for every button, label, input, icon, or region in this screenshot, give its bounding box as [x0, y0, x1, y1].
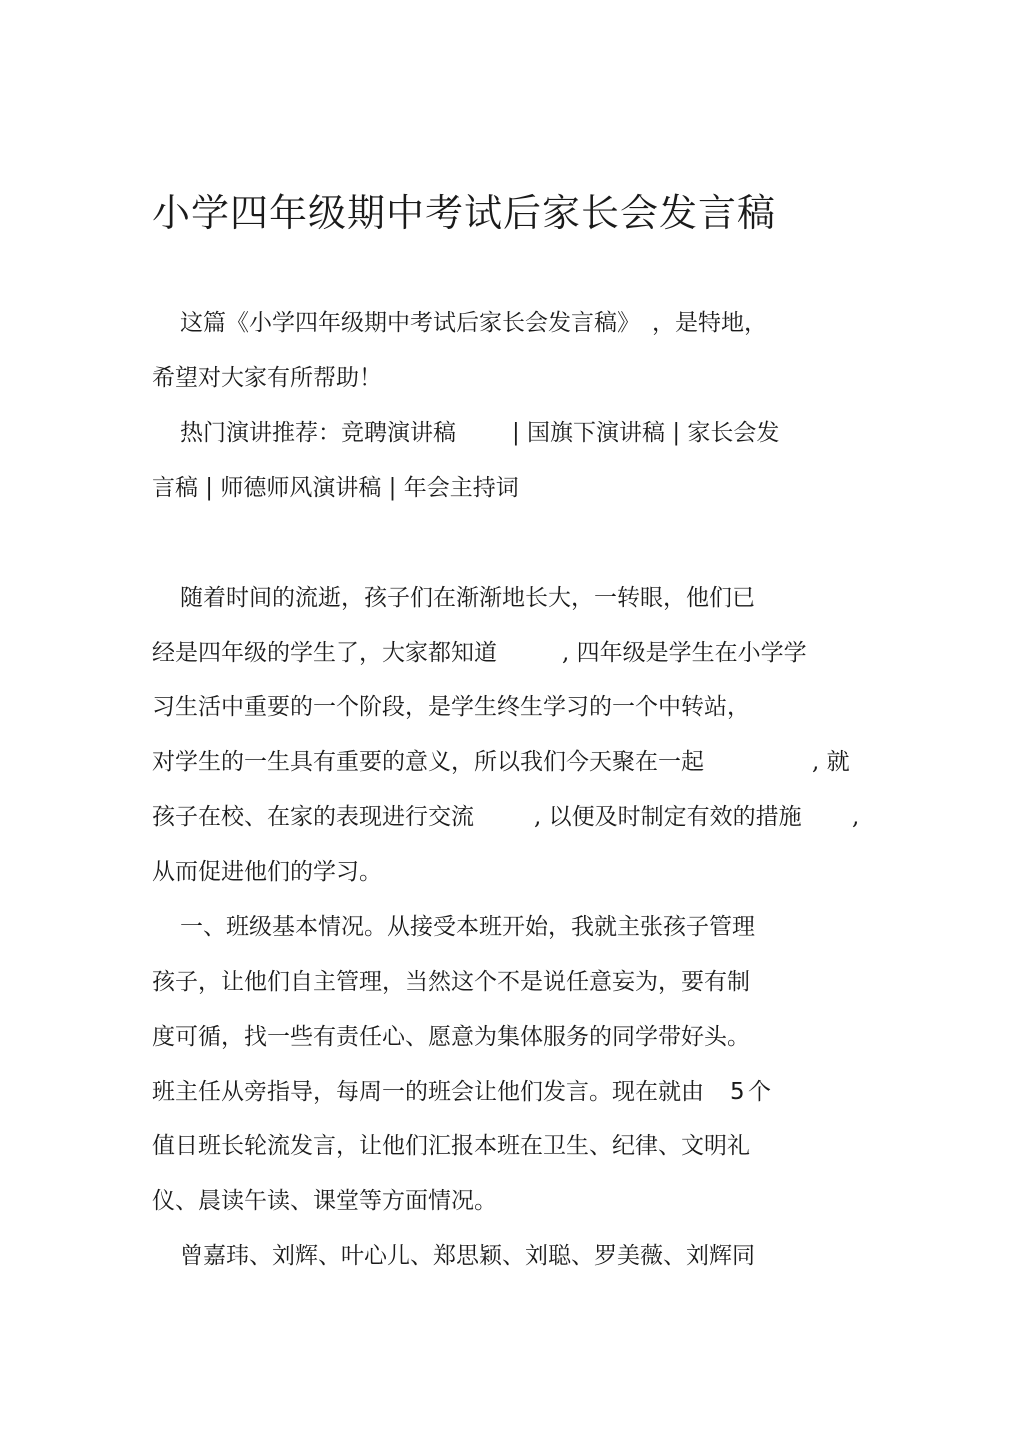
- paragraph-text: , 四年级是学生在小学学: [562, 640, 807, 666]
- intro-text: 这篇《小学四年级期中考试后家长会发言稿》: [180, 310, 640, 336]
- intro-text: ，是特地，: [652, 310, 767, 336]
- paragraph-text: 班主任从旁指导，每周一的班会让他们发言。现在就由: [152, 1079, 704, 1105]
- hot-links: | 国旗下演讲稿 | 家长会发: [512, 420, 780, 446]
- hot-line-2: 言稿 | 师德师风演讲稿 | 年会主持词: [152, 475, 519, 501]
- paragraph-text: 经是四年级的学生了，大家都知道: [152, 640, 497, 666]
- intro-line-2: 希望对大家有所帮助！: [152, 365, 382, 391]
- paragraph-text: , 就: [812, 749, 850, 775]
- paragraph-line: 习生活中重要的一个阶段，是学生终生学习的一个中转站，: [152, 694, 750, 720]
- document-title: 小学四年级期中考试后家长会发言稿: [152, 191, 777, 235]
- paragraph-text: , 以便及时制定有效的措施: [534, 804, 802, 830]
- paragraph-line: 孩子，让他们自主管理，当然这个不是说任意妄为，要有制: [152, 969, 750, 995]
- paragraph-line: 度可循，找一些有责任心、愿意为集体服务的同学带好头。: [152, 1024, 750, 1050]
- paragraph-line: 随着时间的流逝，孩子们在渐渐地长大，一转眼，他们已: [180, 585, 755, 611]
- paragraph-line: 仪、晨读午读、课堂等方面情况。: [152, 1188, 497, 1214]
- paragraph-text: ,: [852, 804, 860, 830]
- paragraph-line: 从而促进他们的学习。: [152, 859, 382, 885]
- hot-label: 热门演讲推荐：竞聘演讲稿: [180, 420, 456, 446]
- paragraph-line: 值日班长轮流发言，让他们汇报本班在卫生、纪律、文明礼: [152, 1133, 750, 1159]
- paragraph-text: 孩子在校、在家的表现进行交流: [152, 804, 474, 830]
- paragraph-number: 5: [730, 1079, 745, 1105]
- paragraph-text: 对学生的一生具有重要的意义，所以我们今天聚在一起: [152, 749, 704, 775]
- paragraph-line: 曾嘉玮、刘辉、叶心儿、郑思颖、刘聪、罗美薇、刘辉同: [180, 1243, 755, 1269]
- paragraph-text: 个: [748, 1079, 771, 1105]
- paragraph-line: 一、班级基本情况。从接受本班开始，我就主张孩子管理: [180, 914, 755, 940]
